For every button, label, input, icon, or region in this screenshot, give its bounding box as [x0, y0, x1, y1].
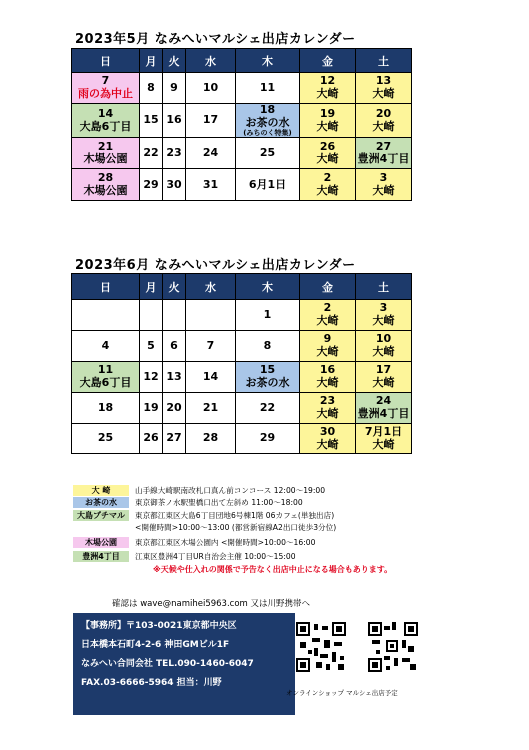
legend-text: 江東区豊洲4丁目UR自治会主催 10:00～15:00 [135, 552, 296, 562]
office-line: なみへい合同会社 TEL.090-1460-6047 [81, 659, 254, 669]
calendar-cell: 21 [186, 393, 236, 424]
header-wed: 水 [186, 49, 236, 73]
day-number: 30 [319, 424, 336, 438]
calendar-cell: 22 [236, 393, 300, 424]
calendar-cell [140, 300, 163, 331]
calendar-cell: 24 [186, 138, 236, 169]
calendar-cell: 5 [140, 331, 163, 362]
calendar-cell [300, 300, 356, 331]
event-note: (みちのく特集) [243, 129, 292, 138]
header-fri: 金 [300, 49, 356, 73]
qr-code-marche-schedule[interactable] [368, 622, 418, 672]
event-label: 雨の為中止 [78, 87, 133, 100]
calendar-cell [300, 169, 356, 201]
event-label: 大崎 [372, 345, 395, 358]
calendar-cell: 23 [163, 138, 186, 169]
office-line: FAX.03-6666-5964 担当：川野 [81, 678, 222, 688]
calendar-cell [72, 138, 140, 169]
day-number: 2 [323, 171, 332, 185]
calendar-cell: 9 [163, 73, 186, 104]
calendar-cell [236, 362, 300, 393]
calendar-cell [300, 331, 356, 362]
header-sat: 土 [356, 274, 412, 300]
legend-row-ochanomizu [73, 497, 413, 510]
event-label: 大崎 [372, 437, 395, 451]
calendar-cell: 15 [140, 104, 163, 138]
header-thu: 木 [236, 274, 300, 300]
legend-text: 山手線大崎駅南改札口真ん前コンコース 12:00～19:00 [135, 485, 326, 495]
calendar-cell: 18 [72, 393, 140, 424]
may-calendar [71, 48, 412, 201]
calendar-cell [72, 169, 140, 201]
event-label: 大崎 [372, 376, 395, 389]
legend-text: <開催時間>10:00～13:00 (都営新宿線A2出口徒歩3分位) [135, 523, 337, 533]
day-number: 10 [375, 332, 392, 346]
calendar-cell [356, 331, 412, 362]
day-number: 13 [375, 74, 392, 88]
calendar-cell: 11 [236, 73, 300, 104]
event-label: 大崎 [372, 119, 395, 133]
contact-line: 確認は wave@namihei5963.com 又は川野携帯へ [112, 599, 311, 609]
header-mon: 月 [140, 49, 163, 73]
event-label: 大崎 [372, 87, 395, 100]
event-label: お茶の水 [245, 115, 290, 129]
legend-text: 東京御茶ノ水駅聖橋口出て左斜め 11:00～18:00 [135, 498, 303, 508]
legend-tag: 大島プチマル [73, 510, 129, 521]
event-label: 大崎 [316, 437, 339, 451]
day-number: 18 [259, 103, 276, 116]
calendar-cell [186, 300, 236, 331]
day-number: 24 [375, 394, 392, 408]
event-label: 大崎 [372, 183, 395, 197]
calendar-cell [72, 362, 140, 393]
calendar-cell [300, 138, 356, 169]
calendar-cell: 6月1日 [236, 169, 300, 201]
calendar-cell: 7 [186, 331, 236, 362]
office-box [73, 613, 295, 715]
calendar-cell: 25 [236, 138, 300, 169]
header-thu: 木 [236, 49, 300, 73]
calendar-cell [356, 73, 412, 104]
calendar-cell [356, 138, 412, 169]
day-number: 2 [323, 301, 332, 315]
legend-tag: 豊洲4丁目 [73, 551, 129, 562]
day-number: 15 [259, 363, 276, 377]
event-label: 大崎 [316, 345, 339, 358]
calendar-cell [356, 169, 412, 201]
day-number: 19 [319, 107, 336, 121]
calendar-cell: 22 [140, 138, 163, 169]
day-number: 3 [379, 171, 388, 185]
calendar-cell: 10 [186, 73, 236, 104]
header-sun: 日 [72, 274, 140, 300]
header-tue: 火 [163, 274, 186, 300]
event-label: 大崎 [316, 119, 339, 133]
calendar-cell: 30 [163, 169, 186, 201]
event-label: 大島6丁目 [79, 119, 132, 133]
office-line: 日本橋本石町4-2-6 神田GMビル1F [81, 640, 230, 650]
calendar-cell [72, 300, 140, 331]
calendar-cell: 25 [72, 424, 140, 454]
cancel-warning: ※天候や仕入れの関係で予告なく出店中止になる場合もあります。 [153, 565, 393, 574]
calendar-cell: 29 [140, 169, 163, 201]
calendar-cell: 31 [186, 169, 236, 201]
calendar-cell [236, 104, 300, 138]
calendar-cell: 17 [186, 104, 236, 138]
day-number: 11 [97, 363, 114, 377]
legend-tag: 木場公園 [73, 537, 129, 548]
legend-row-osaki [73, 484, 413, 497]
day-number: 21 [97, 139, 114, 153]
legend-row-ojima [73, 509, 413, 522]
calendar-cell: 14 [186, 362, 236, 393]
header-fri: 金 [300, 274, 356, 300]
calendar-cell: 6 [163, 331, 186, 362]
day-number: 28 [97, 171, 114, 185]
event-label: 大崎 [316, 376, 339, 389]
legend-tag: お茶の水 [73, 497, 129, 508]
header-wed: 水 [186, 274, 236, 300]
event-label: 大崎 [316, 87, 339, 100]
event-label: お茶の水 [245, 376, 290, 389]
june-calendar [71, 273, 412, 454]
calendar-cell [356, 300, 412, 331]
header-sat: 土 [356, 49, 412, 73]
legend-text: 東京都江東区木場公園内 <開催時間>10:00～16:00 [135, 537, 316, 547]
day-number: 17 [375, 363, 392, 377]
day-number: 9 [323, 332, 332, 346]
event-label: 大崎 [316, 183, 339, 197]
calendar-cell: 20 [163, 393, 186, 424]
calendar-cell [163, 300, 186, 331]
office-line: 【事務所】〒103-0021東京都中央区 [81, 621, 237, 631]
calendar-cell: 1 [236, 300, 300, 331]
calendar-cell: 19 [140, 393, 163, 424]
legend-text: 東京都江東区大島6丁目団地6号棟1階 06カフェ(単独出店) [135, 510, 335, 520]
event-label: 豊洲4丁目 [357, 152, 410, 166]
calendar-cell [300, 73, 356, 104]
event-label: 大崎 [316, 314, 339, 327]
june-title: 2023年6月 なみへいマルシェ出店カレンダー [75, 258, 356, 273]
day-number: 7月1日 [364, 424, 403, 438]
calendar-cell: 8 [236, 331, 300, 362]
event-label: 木場公園 [83, 183, 128, 197]
day-number: 12 [319, 74, 336, 88]
calendar-cell: 12 [140, 362, 163, 393]
day-number: 14 [97, 107, 114, 121]
calendar-cell: 16 [163, 104, 186, 138]
calendar-cell: 27 [163, 424, 186, 454]
legend-row-toyosu [73, 551, 413, 564]
calendar-cell [356, 104, 412, 138]
calendar-cell [300, 424, 356, 454]
calendar-cell [72, 73, 140, 104]
calendar-cell [300, 393, 356, 424]
day-number: 7 [101, 74, 110, 88]
calendar-cell [356, 393, 412, 424]
event-label: 木場公園 [83, 152, 128, 166]
legend-tag: 大 崎 [73, 485, 129, 496]
calendar-cell: 29 [236, 424, 300, 454]
header-sun: 日 [72, 49, 140, 73]
header-tue: 火 [163, 49, 186, 73]
calendar-cell: 13 [163, 362, 186, 393]
day-number: 20 [375, 107, 392, 121]
calendar-cell: 8 [140, 73, 163, 104]
event-label: 大崎 [316, 407, 339, 420]
day-number: 23 [319, 394, 336, 408]
event-label: 豊洲4丁目 [357, 407, 410, 420]
day-number: 26 [319, 139, 336, 153]
calendar-cell [300, 104, 356, 138]
calendar-cell: 28 [186, 424, 236, 454]
qr-code-online-shop[interactable] [296, 622, 346, 672]
qr-caption: オンラインショップ マルシェ出店予定 [286, 689, 398, 697]
legend-row-kiba [73, 536, 413, 549]
header-mon: 月 [140, 274, 163, 300]
legend-row-ojima-time [73, 522, 413, 535]
calendar-cell [300, 362, 356, 393]
calendar-cell [72, 104, 140, 138]
day-number: 16 [319, 363, 336, 377]
calendar-cell: 4 [72, 331, 140, 362]
calendar-cell: 26 [140, 424, 163, 454]
event-label: 大崎 [316, 152, 339, 166]
venue-legend [73, 484, 413, 576]
event-label: 大島6丁目 [79, 376, 132, 389]
event-label: 大崎 [372, 314, 395, 327]
day-number: 27 [375, 139, 392, 153]
may-title: 2023年5月 なみへいマルシェ出店カレンダー [75, 32, 356, 47]
day-number: 3 [379, 301, 388, 315]
calendar-cell [356, 424, 412, 454]
calendar-cell [356, 362, 412, 393]
